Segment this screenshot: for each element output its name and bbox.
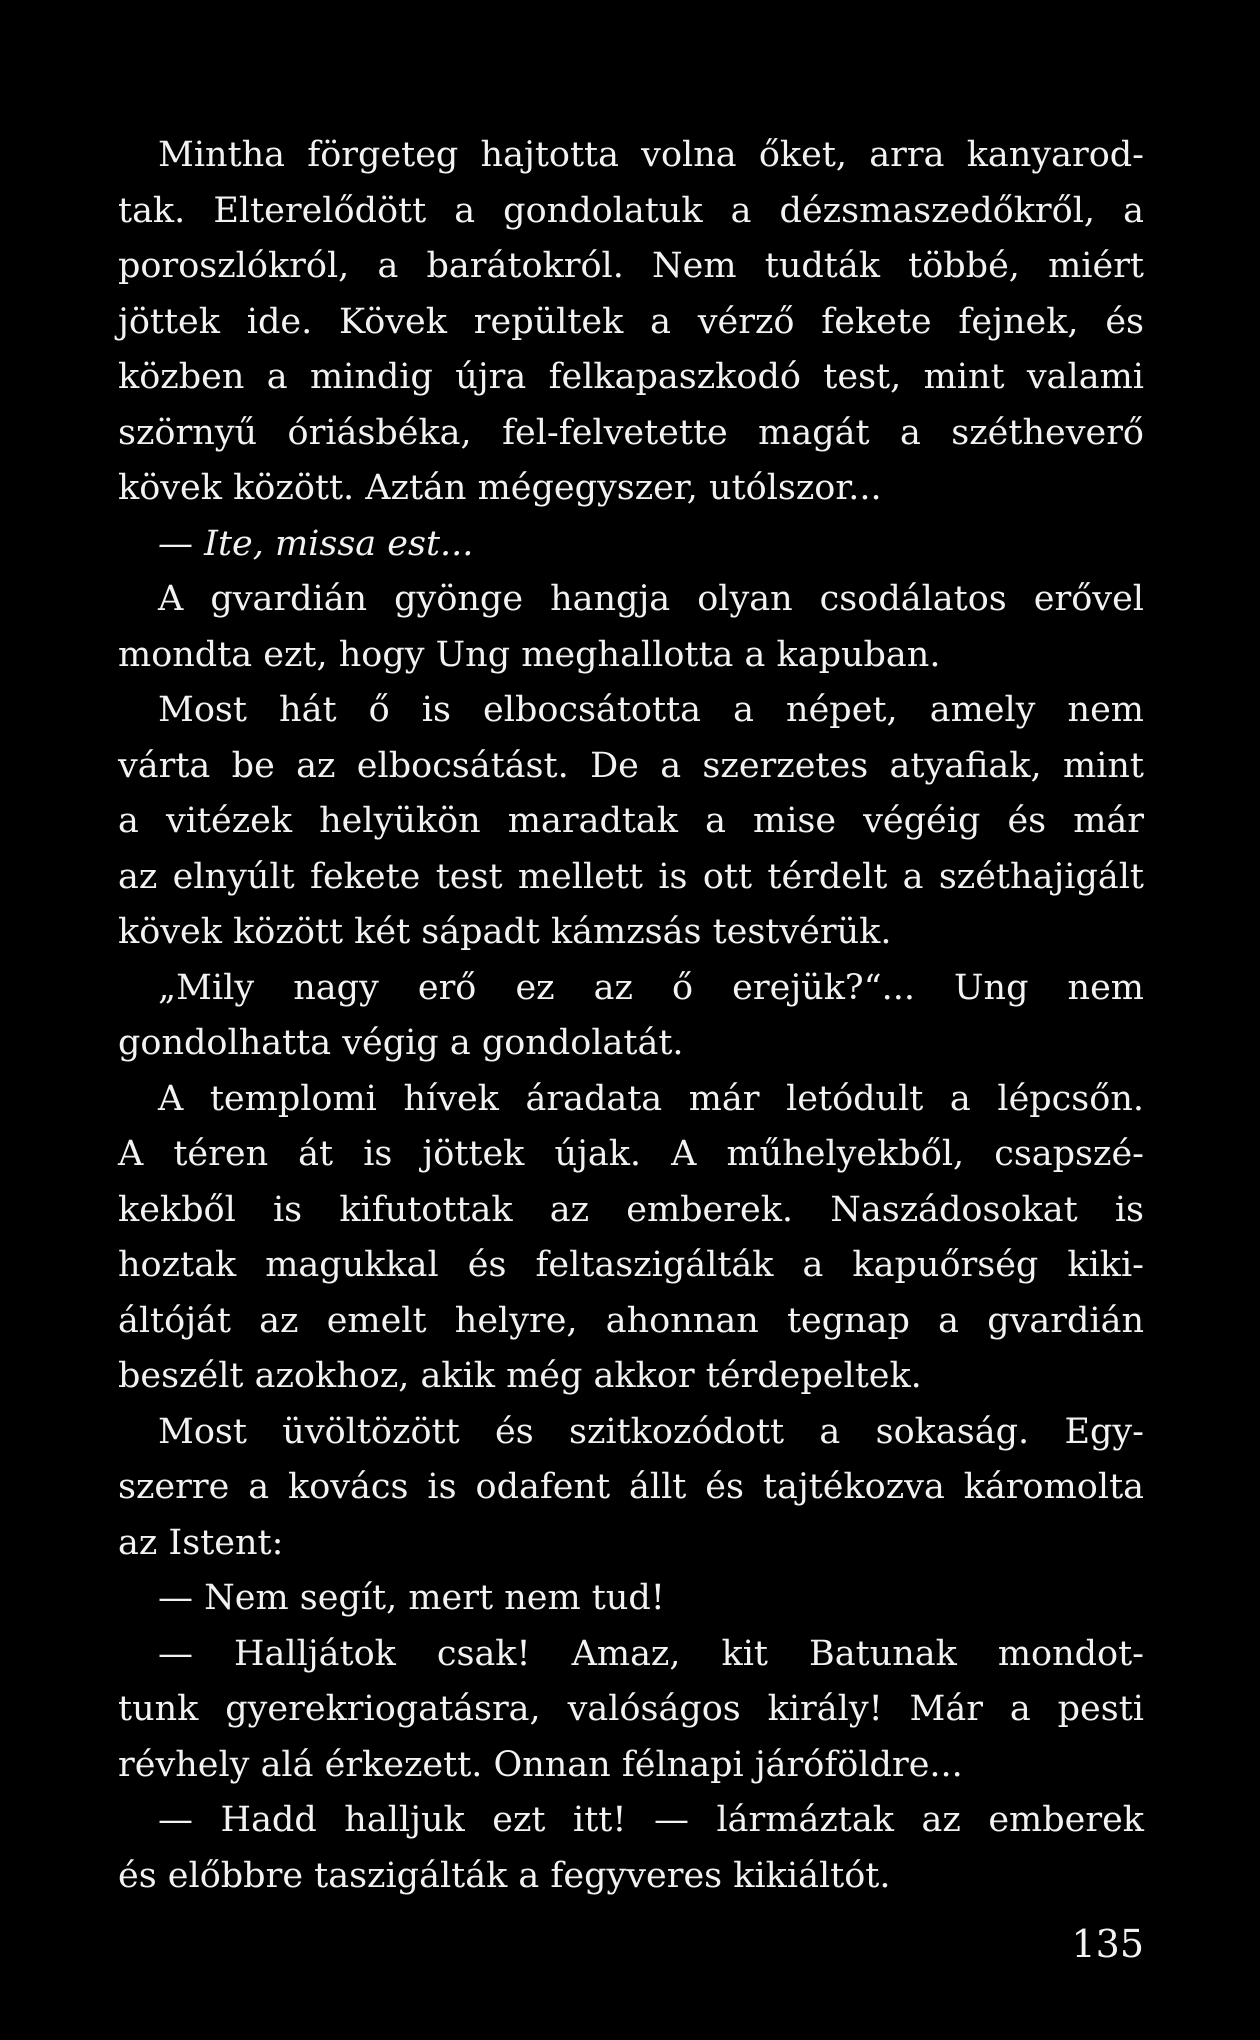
- text-line: „Mily nagy erő ez az ő erejük?“... Ung nem: [158, 967, 1144, 1008]
- text-line: a vitézek helyükön maradtak a mise végéig és már: [118, 801, 1144, 841]
- text-line: gondolhatta végig a gondolatát.: [118, 1023, 684, 1063]
- text-line: A templomi hívek áradata már letódult a lépcsőn.: [158, 1078, 1144, 1119]
- text-line: az Istent:: [118, 1522, 284, 1563]
- text-line: — Nem segít, mert nem tud!: [158, 1578, 665, 1618]
- page-number: 135: [1071, 1922, 1144, 1966]
- text-line: jöttek ide. Kövek repültek a vérző fekete fejnek, és: [118, 301, 1144, 342]
- text-line: — Hadd halljuk ezt itt! — lármáztak az emberek: [158, 1800, 1144, 1840]
- text-line: várta be az elbocsátást. De a szerzetes atyafiak, mint: [118, 745, 1144, 786]
- text-line: és előbbre taszigálták a fegyveres kikiáltót.: [118, 1855, 891, 1896]
- text-line: hoztak magukkal és feltaszigálták a kapuőrség kiki-: [118, 1245, 1144, 1285]
- text-line: áltóját az emelt helyre, ahonnan tegnap a gvardián: [118, 1300, 1144, 1341]
- text-line: beszélt azokhoz, akik még akkor térdepeltek.: [118, 1356, 922, 1396]
- text-line: A gvardián gyönge hangja olyan csodálatos erővel: [158, 579, 1144, 619]
- text-line: az elnyúlt fekete test mellett is ott térdelt a széthajigált: [118, 856, 1144, 897]
- text-line: kövek között. Aztán mégegyszer, utólszor...: [118, 468, 882, 508]
- text-line: szerre a kovács is odafent állt és tajtékozva káromolta: [118, 1467, 1144, 1507]
- text-line: A téren át is jöttek újak. A műhelyekből, csapszé-: [118, 1134, 1144, 1174]
- text-line: — Halljátok csak! Amaz, kit Batunak mondot-: [158, 1633, 1144, 1674]
- text-line: tunk gyerekriogatásra, valóságos király! Már a pesti: [118, 1689, 1144, 1729]
- text-line: tak. Elterelődött a gondolatuk a dézsmaszedőkről, a: [118, 190, 1144, 231]
- page-body: [118, 128, 1144, 1904]
- text-line: Mintha förgeteg hajtotta volna őket, arra kanyarod-: [158, 135, 1144, 175]
- text-line: [118, 517, 1144, 573]
- text-line: révhely alá érkezett. Onnan félnapi járóföldre...: [118, 1744, 963, 1785]
- text-line: közben a mindig újra felkapaszkodó test, mint valami: [118, 357, 1144, 397]
- text-line: Most hát ő is elbocsátotta a népet, amely nem: [158, 690, 1144, 730]
- text-line: mondta ezt, hogy Ung meghallotta a kapuban.: [118, 634, 941, 675]
- text-line: kekből is kifutottak az emberek. Naszádosokat is: [118, 1189, 1144, 1230]
- text-line: szörnyű óriásbéka, fel-felvetette magát a szétheverő: [118, 412, 1144, 453]
- text-line: kövek között két sápadt kámzsás testvérük.: [118, 912, 892, 952]
- text-line: poroszlókról, a barátokról. Nem tudták többé, miért: [118, 246, 1144, 286]
- latin-phrase: — Ite, missa est...: [158, 523, 474, 564]
- text-line: Most üvöltözött és szitkozódott a sokaság. Egy-: [158, 1411, 1144, 1452]
